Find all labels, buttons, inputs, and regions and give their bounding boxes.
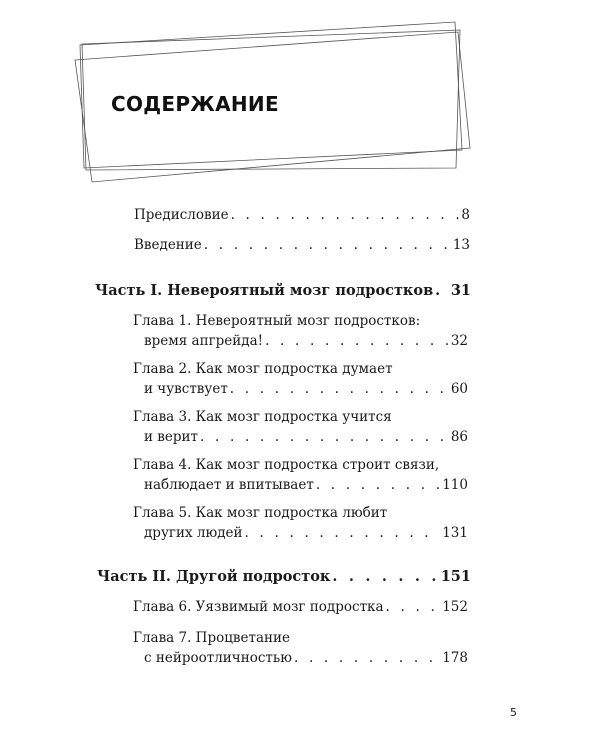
entry-page: 86: [450, 429, 468, 445]
entry-label-cont: наблюдает и впитывает: [144, 477, 314, 493]
toc-entry-ch5: [133, 503, 468, 543]
entry-label-cont: и верит: [144, 429, 198, 445]
dot-leader: [230, 379, 449, 399]
entry-page: 131: [442, 525, 468, 541]
toc-part-1: [95, 281, 471, 301]
toc-entry-ch2: [133, 359, 468, 399]
toc-entry-preface: [134, 205, 470, 225]
entry-label-cont: время апгрейда!: [144, 333, 264, 349]
entry-label: Часть II. Другой подросток: [97, 568, 331, 585]
entry-page: 178: [442, 650, 468, 666]
dot-leader: [386, 597, 441, 617]
entry-page: 152: [442, 599, 468, 615]
toc-entry-ch6: [133, 597, 468, 617]
entry-page: 151: [440, 568, 471, 585]
toc-entry-intro: [134, 235, 470, 255]
entry-label: Введение: [134, 237, 202, 253]
toc-entry-ch3: [133, 407, 468, 447]
dot-leader: [316, 475, 440, 495]
entry-label: Предисловие: [134, 207, 229, 223]
entry-label: Глава 1. Невероятный мозг подростков:: [133, 313, 421, 329]
entry-label: Глава 3. Как мозг подростка учится: [133, 409, 392, 425]
entry-label: Глава 4. Как мозг подростка строит связи,: [133, 457, 440, 473]
dot-leader: [332, 567, 438, 587]
entry-label-cont: с нейроотличностью: [144, 650, 292, 666]
dot-leader: [435, 281, 449, 301]
page-title: СОДЕРЖАНИЕ: [111, 92, 279, 116]
toc-entry-ch4: [133, 455, 468, 495]
entry-label: Часть I. Невероятный мозг подростков: [95, 282, 434, 299]
dot-leader: [204, 235, 451, 255]
entry-label-cont: и чувствует: [144, 381, 228, 397]
entry-label: Глава 2. Как мозг подростка думает: [133, 361, 393, 377]
dot-leader: [231, 205, 460, 225]
dot-leader: [200, 427, 449, 447]
toc-entry-ch1: [133, 311, 468, 351]
dot-leader: [265, 331, 449, 351]
page-number: 5: [510, 706, 517, 719]
toc-part-2: [97, 567, 471, 587]
entry-page: 13: [452, 237, 470, 253]
entry-page: 110: [442, 477, 468, 493]
entry-page: 8: [461, 207, 470, 223]
dot-leader: [294, 648, 440, 668]
dot-leader: [245, 523, 441, 543]
entry-page: 60: [450, 381, 468, 397]
entry-label-cont: других людей: [144, 525, 243, 541]
entry-label: Глава 6. Уязвимый мозг подростка: [133, 599, 384, 615]
entry-label: Глава 7. Процветание: [133, 630, 290, 646]
toc-entry-ch7: [133, 628, 468, 668]
entry-page: 32: [450, 333, 468, 349]
entry-label: Глава 5. Как мозг подростка любит: [133, 505, 388, 521]
entry-page: 31: [450, 282, 471, 299]
